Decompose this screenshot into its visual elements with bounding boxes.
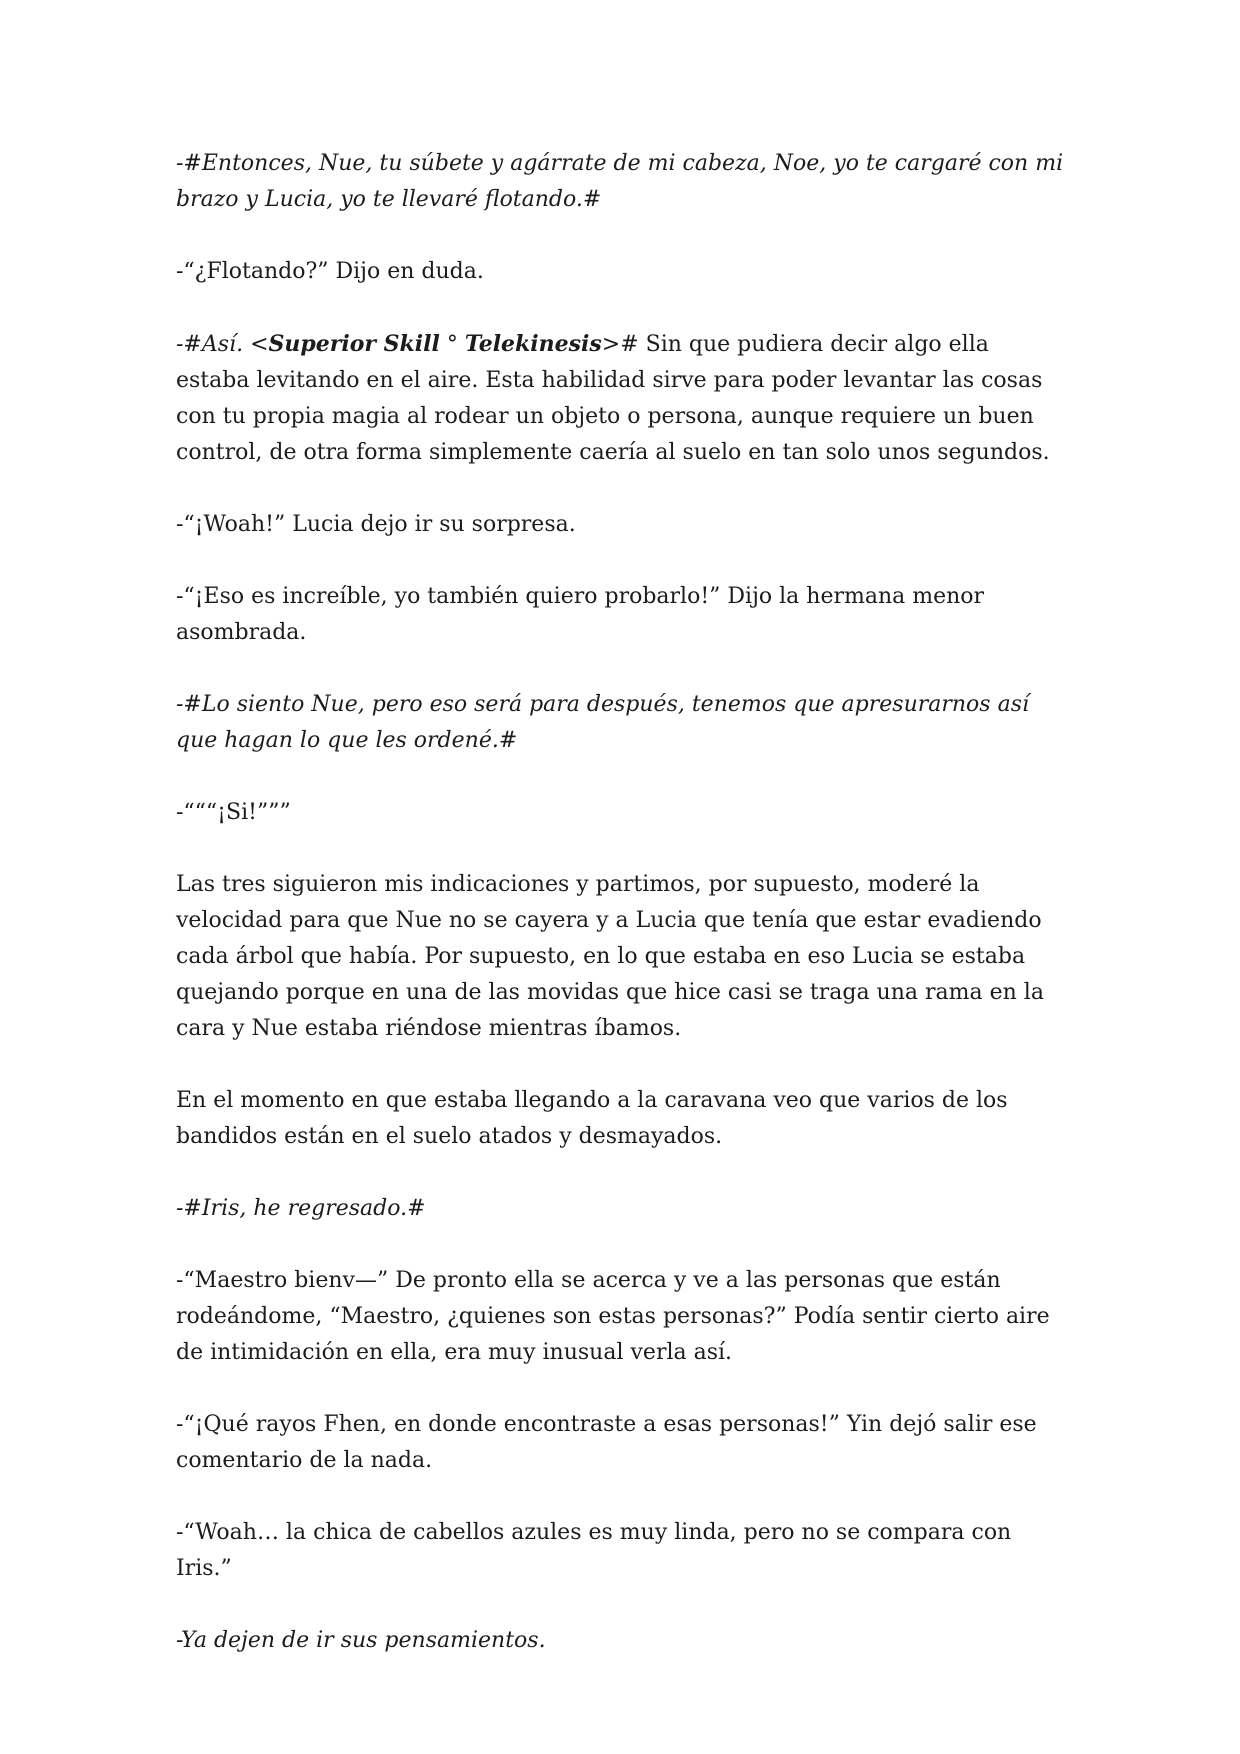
paragraph-thought-2: -#Lo siento Nue, pero eso será para después, tenemos que apresurarnos así que hagan lo que les ordené.# [176, 692, 1030, 753]
paragraph-dialogue-6: -“¡Qué rayos Fhen, en donde encontraste a esas personas!” Yin dejó salir ese comentario de la nada. [176, 1412, 1037, 1473]
paragraph-dialogue-7: -“Woah… la chica de cabellos azules es muy linda, pero no se compara con Iris.” [176, 1520, 1012, 1581]
paragraph-thought-1: -#Entonces, Nue, tu súbete y agárrate de mi cabeza, Noe, yo te cargaré con mi brazo y Lucia, yo te llevaré flotando.# [176, 151, 1064, 212]
skill-suffix: ># [601, 332, 639, 357]
paragraph-narration-2: En el momento en que estaba llegando a la caravana veo que varios de los bandidos están en el suelo atados y desmayados. [176, 1088, 1008, 1149]
skill-separator: ° [439, 332, 465, 357]
skill-description-text: Sin que pudiera decir algo ella estaba levitando en el aire. Esta habilidad sirve para poder levantar las cosas con tu propia magia al rodear un objeto o persona, aunque requiere un buen control, de otra forma simplemente caería al suelo en tan solo unos segundos. [176, 332, 1050, 465]
paragraph-dialogue-3: -“¡Eso es increíble, yo también quiero probarlo!” Dijo la hermana menor asombrada. [176, 584, 985, 645]
paragraph-dialogue-4: -“““¡Si!””” [176, 800, 291, 825]
skill-type: Telekinesis [464, 331, 602, 357]
paragraph-thought-4: -Ya dejen de ir sus pensamientos. [176, 1628, 546, 1653]
paragraph-dialogue-2: -“¡Woah!” Lucia dejo ir su sorpresa. [176, 512, 576, 537]
paragraph-skill-description [176, 326, 1064, 471]
paragraph-thought-3: -#Iris, he regresado.# [176, 1196, 426, 1221]
skill-name: Superior Skill [268, 331, 440, 357]
paragraph-dialogue-1: -“¿Flotando?” Dijo en duda. [176, 259, 484, 284]
paragraph-dialogue-5: -“Maestro bienv—” De pronto ella se acerca y ve a las personas que están rodeándome, “Maestro, ¿quienes son estas personas?” Podía sentir cierto aire de intimidación en ella, era muy inusual verla así. [176, 1268, 1050, 1365]
paragraph-narration-1: Las tres siguieron mis indicaciones y partimos, por supuesto, moderé la velocidad para que Nue no se cayera y a Lucia que tenía que estar evadiendo cada árbol que había. Por supuesto, en lo que estaba en eso Lucia se estaba quejando porque en una de las movidas que hice casi se traga una rama en la cara y Nue estaba riéndose mientras íbamos. [176, 872, 1044, 1041]
document-body [176, 146, 1064, 1695]
skill-prefix: -#Así. < [176, 332, 269, 357]
